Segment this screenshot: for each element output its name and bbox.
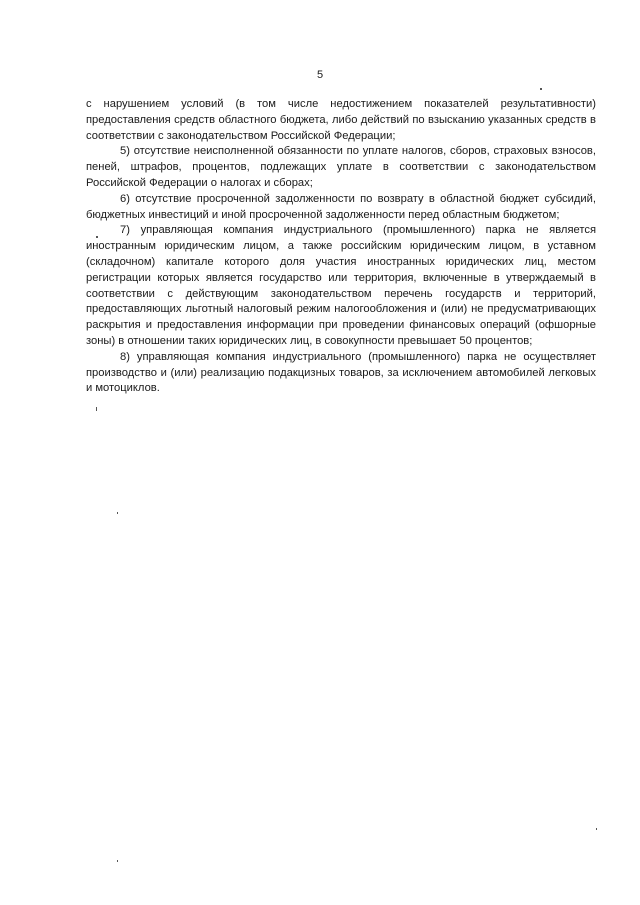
scan-speck <box>596 828 597 830</box>
page-number: 5 <box>316 69 324 81</box>
scan-speck <box>96 236 98 238</box>
scan-speck <box>117 860 118 862</box>
paragraph-continuation: с нарушением условий (в том числе недостижением показателей результативности) предоставления средств областного бюджета, либо действий по взысканию указанных средств в соответствии с законодательством Российской Федерации; <box>86 98 596 142</box>
scan-speck <box>540 88 542 90</box>
scan-speck <box>96 407 97 411</box>
paragraph-item-8: 8) управляющая компания индустриального (промышленного) парка не осуществляет производство и (или) реализацию подакцизных товаров, за исключением автомобилей легковых и мотоциклов. <box>86 350 596 395</box>
paragraph-item-6: 6) отсутствие просроченной задолженности по возврату в областной бюджет субсидий, бюджетных инвестиций и иной просроченной задолженности перед областным бюджетом; <box>86 192 596 221</box>
document-body <box>86 97 596 397</box>
paragraph-item-7: 7) управляющая компания индустриального (промышленного) парка не является иностранным юридическим лицом, а также российским юридическим лицом, в уставном (складочном) капитале которого доля участия иностранных юридических лиц, местом регистрации которых является государство или территория, включенные в утверждаемый в соответствии с действующим законодательством перечень государств и территорий, предоставляющих льготный налоговый режим налогообложения и (или) не предусматривающих раскрытия и предоставления информации при проведении финансовых операций (офшорные зоны) в отношении таких юридических лиц, в совокупности превышает 50 процентов; <box>86 224 596 347</box>
scan-speck <box>117 512 118 514</box>
paragraph-item-5: 5) отсутствие неисполненной обязанности по уплате налогов, сборов, страховых взносов, пеней, штрафов, процентов, подлежащих уплате в соответствии с законодательством Российской Федерации о налогах и сборах; <box>86 145 596 189</box>
